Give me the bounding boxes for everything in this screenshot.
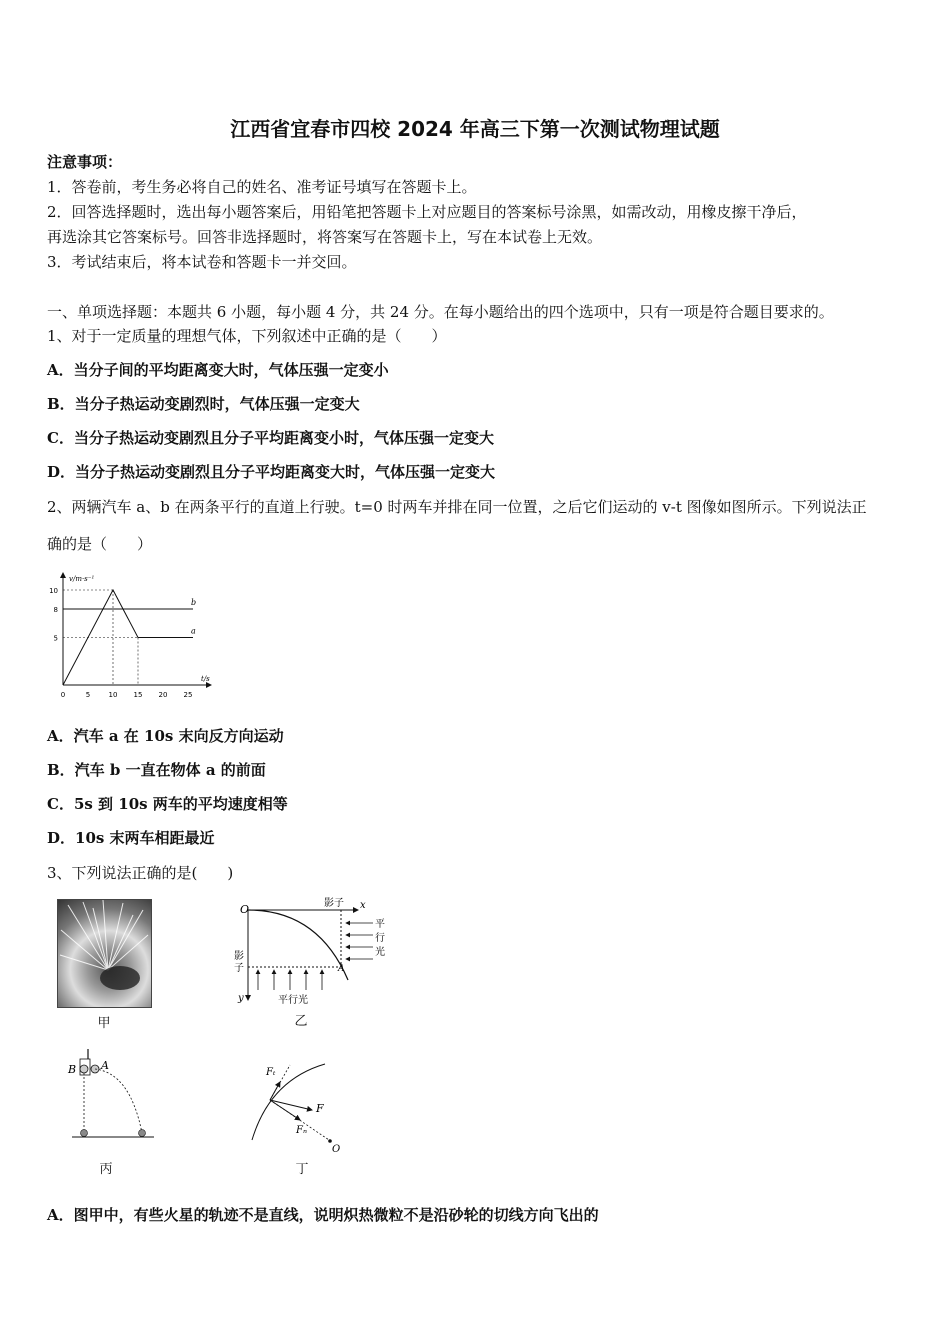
x-tick-label: 10 (108, 691, 118, 699)
label-shadow-left-2: 子 (234, 963, 244, 974)
q2-stem: 2、两辆汽车 a、b 在两条平行的直道上行驶。t=0 时两车并排在同一位置，之后它们运动的 v-t 图像如图所示。下列说法正 (47, 498, 867, 516)
label-b: B (68, 1063, 77, 1076)
label-x: x (360, 900, 366, 911)
series-label-b: b (191, 598, 197, 607)
label-origin: O (240, 903, 250, 916)
notice-item-3: 3．考试结束后，将本试卷和答题卡一并交回。 (47, 253, 357, 271)
label-a: A (101, 1059, 109, 1072)
q2-option-d: D．10s 末两车相距最近 (47, 829, 215, 847)
spark-lines (58, 900, 151, 1007)
section-heading: 一、单项选择题：本题共 6 小题，每小题 4 分，共 24 分。在每小题给出的四个选项中，只有一项是符合题目要求的。 (47, 303, 834, 321)
y-tick-label: 5 (53, 634, 58, 643)
q2-option-a: A．汽车 a 在 10s 末向反方向运动 (47, 727, 284, 745)
label-parallel-1: 平 (375, 919, 385, 930)
x-tick-label: 25 (183, 691, 193, 699)
q3-option-a: A．图甲中，有些火星的轨迹不是直线，说明炽热微粒不是沿砂轮的切线方向飞出的 (47, 1206, 599, 1224)
q1-stem: 1、对于一定质量的理想气体，下列叙述中正确的是（ ） (47, 327, 447, 345)
label-parallel-3: 光 (375, 947, 385, 958)
grinding-wheel-sparks-photo (57, 899, 152, 1008)
label-shadow-top: 影子 (324, 898, 344, 909)
notice-item-1: 1．答卷前，考生务必将自己的姓名、准考证号填写在答题卡上。 (47, 178, 477, 196)
projectile-drop-diagram (62, 1045, 162, 1145)
shadow-projection-diagram (228, 895, 388, 1010)
x-tick-label: 20 (158, 691, 168, 699)
vt-graph (45, 565, 235, 705)
x-axis-label: t/s (201, 675, 210, 683)
x-tick-label: 0 (60, 691, 66, 699)
x-tick-label: 5 (85, 691, 91, 699)
q2-option-b: B．汽车 b 一直在物体 a 的前面 (47, 761, 266, 779)
notice-item-2: 2．回答选择题时，选出每小题答案后，用铅笔把答题卡上对应题目的答案标号涂黑，如需改动，用橡皮擦干净后， (47, 203, 807, 221)
label-parallel-2: 行 (375, 933, 385, 944)
label-f: F (316, 1102, 324, 1115)
label-y: y (238, 993, 244, 1004)
caption-ding: 丁 (295, 1162, 309, 1177)
trajectory-curve (248, 910, 348, 980)
label-fn: Fₙ (296, 1125, 307, 1136)
notice-heading: 注意事项： (47, 153, 123, 171)
y-tick-label: 10 (49, 587, 58, 595)
label-shadow-left-1: 影 (234, 951, 244, 962)
y-axis-label: v/m·s⁻¹ (69, 575, 95, 583)
caption-jia: 甲 (97, 1016, 111, 1031)
caption-bing: 丙 (99, 1162, 113, 1177)
label-ft: Fₜ (266, 1067, 276, 1078)
force-decomposition-diagram (240, 1060, 350, 1155)
label-o: O (332, 1144, 341, 1155)
q1-option-b: B．当分子热运动变剧烈时，气体压强一定变大 (47, 395, 360, 413)
series-label-a: a (191, 626, 196, 636)
q1-option-d: D．当分子热运动变剧烈且分子平均距离变大时，气体压强一定变大 (47, 463, 496, 481)
q2-option-c: C．5s 到 10s 两车的平均速度相等 (47, 795, 288, 813)
q2-stem-cont: 确的是（ ） (47, 535, 153, 553)
q3-stem: 3、下列说法正确的是( ) (47, 864, 234, 882)
caption-yi: 乙 (294, 1014, 308, 1029)
page-title: 江西省宜春市四校 2024 年高三下第一次测试物理试题 (230, 117, 720, 141)
q1-option-a: A．当分子间的平均距离变大时，气体压强一定变小 (47, 361, 389, 379)
label-a: A (338, 964, 345, 974)
y-tick-label: 8 (53, 606, 58, 614)
q1-option-c: C．当分子热运动变剧烈且分子平均距离变小时，气体压强一定变大 (47, 429, 494, 447)
notice-item-2-cont: 再选涂其它答案标号。回答非选择题时，将答案写在答题卡上，写在本试卷上无效。 (47, 228, 603, 246)
label-parallel-bottom: 平行光 (278, 995, 308, 1006)
x-tick-label: 15 (133, 691, 143, 699)
